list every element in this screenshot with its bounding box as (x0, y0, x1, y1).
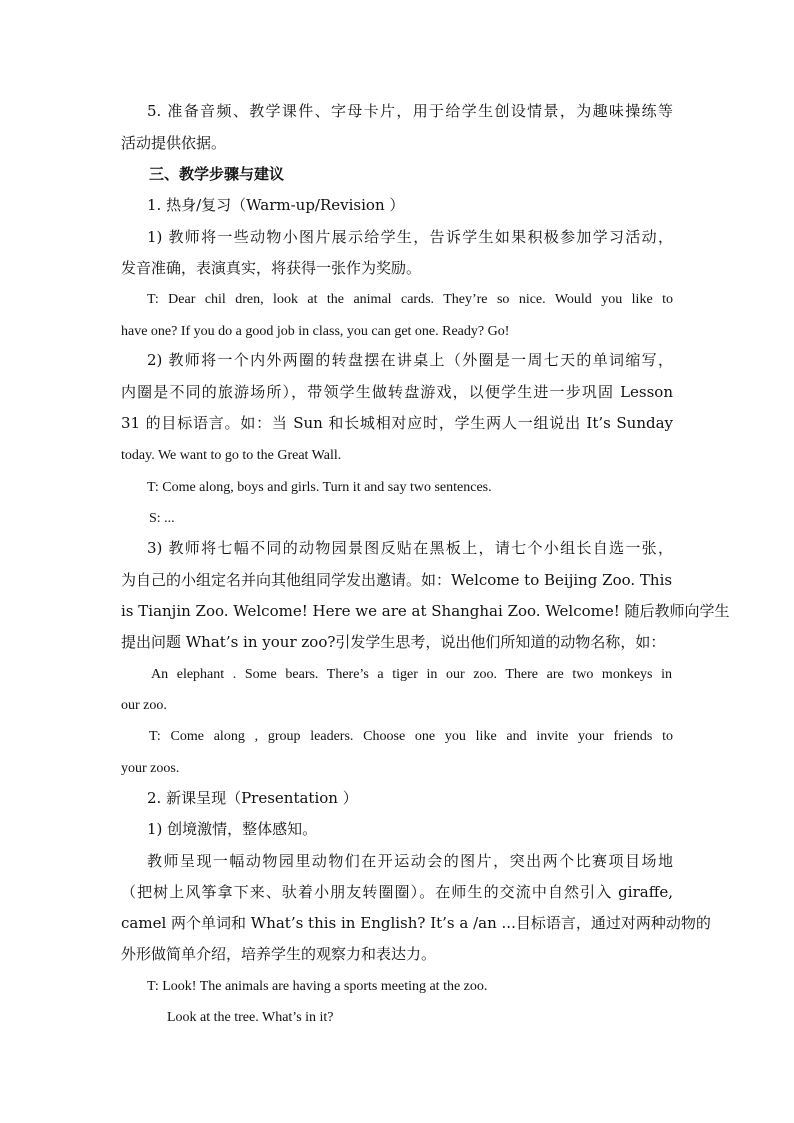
text-line: 发音准确，表演真实，将获得一张作为奖励。 (121, 259, 422, 277)
dialogue-line: T: Look! The animals are having a sports meeting at the zoo. (147, 979, 488, 994)
text-line: 活动提供依据。 (121, 134, 227, 152)
dialogue-line: our zoo. (121, 698, 167, 713)
text-line: 外形做简单介绍，培养学生的观察力和表达力。 (121, 945, 437, 963)
text-line: 1) 教师将一些动物小图片展示给学生，告诉学生如果积极参加学习活动， (147, 228, 673, 246)
dialogue-line: T: Dear chil dren, look at the animal cards. They’re so nice. Would you like to (147, 292, 673, 307)
text-line: 提出问题 What’s in your zoo?引发学生思考，说出他们所知道的动物名称，如： (121, 633, 666, 651)
text-line: （把树上风筝拿下来、驮着小朋友转圈圈）。在师生的交流中自然引入 giraffe, (121, 883, 673, 901)
dialogue-line: S: ... (149, 511, 175, 526)
text-line: 2) 教师将一个内外两圈的转盘摆在讲桌上（外圈是一周七天的单词缩写， (147, 351, 673, 369)
text-line: camel 两个单词和 What’s this in English? It’s a /an ...目标语言，通过对两种动物的 (121, 914, 711, 932)
dialogue-line: your zoos. (121, 761, 180, 776)
text-line: today. We want to go to the Great Wall. (121, 448, 342, 463)
text-line: 为自己的小组定名并向其他组同学发出邀请。如：Welcome to Beijing Zoo. This (121, 571, 673, 589)
text-line: 1) 创境激情，整体感知。 (147, 820, 318, 838)
text-line: 教师呈现一幅动物园里动物们在开运动会的图片，突出两个比赛项目场地 (147, 852, 673, 870)
dialogue-line: T: Come along , group leaders. Choose one you like and invite your friends to (149, 729, 673, 744)
text-line: 3) 教师将七幅不同的动物园景图反贴在黑板上，请七个小组长自选一张， (147, 539, 673, 557)
dialogue-line: have one? If you do a good job in class, you can get one. Ready? Go! (121, 324, 510, 339)
dialogue-line: Look at the tree. What’s in it? (167, 1010, 334, 1025)
subsection-heading: 2. 新课呈现（Presentation ） (147, 789, 358, 807)
dialogue-line: T: Come along, boys and girls. Turn it and say two sentences. (147, 480, 492, 495)
dialogue-line: An elephant . Some bears. There’s a tiger in our zoo. There are two monkeys in (151, 667, 672, 682)
text-line: 内圈是不同的旅游场所），带领学生做转盘游戏，以便学生进一步巩固 Lesson (121, 383, 673, 401)
section-heading: 三、教学步骤与建议 (149, 165, 285, 183)
text-line: 5. 准备音频、教学课件、字母卡片，用于给学生创设情景，为趣味操练等 (147, 102, 673, 120)
subsection-heading: 1. 热身/复习（Warm-up/Revision ） (147, 196, 405, 214)
text-line: is Tianjin Zoo. Welcome! Here we are at Shanghai Zoo. Welcome! 随后教师向学生 (121, 602, 730, 620)
text-line: 31 的目标语言。如：当 Sun 和长城相对应时，学生两人一组说出 It’s Sunday (121, 414, 673, 432)
